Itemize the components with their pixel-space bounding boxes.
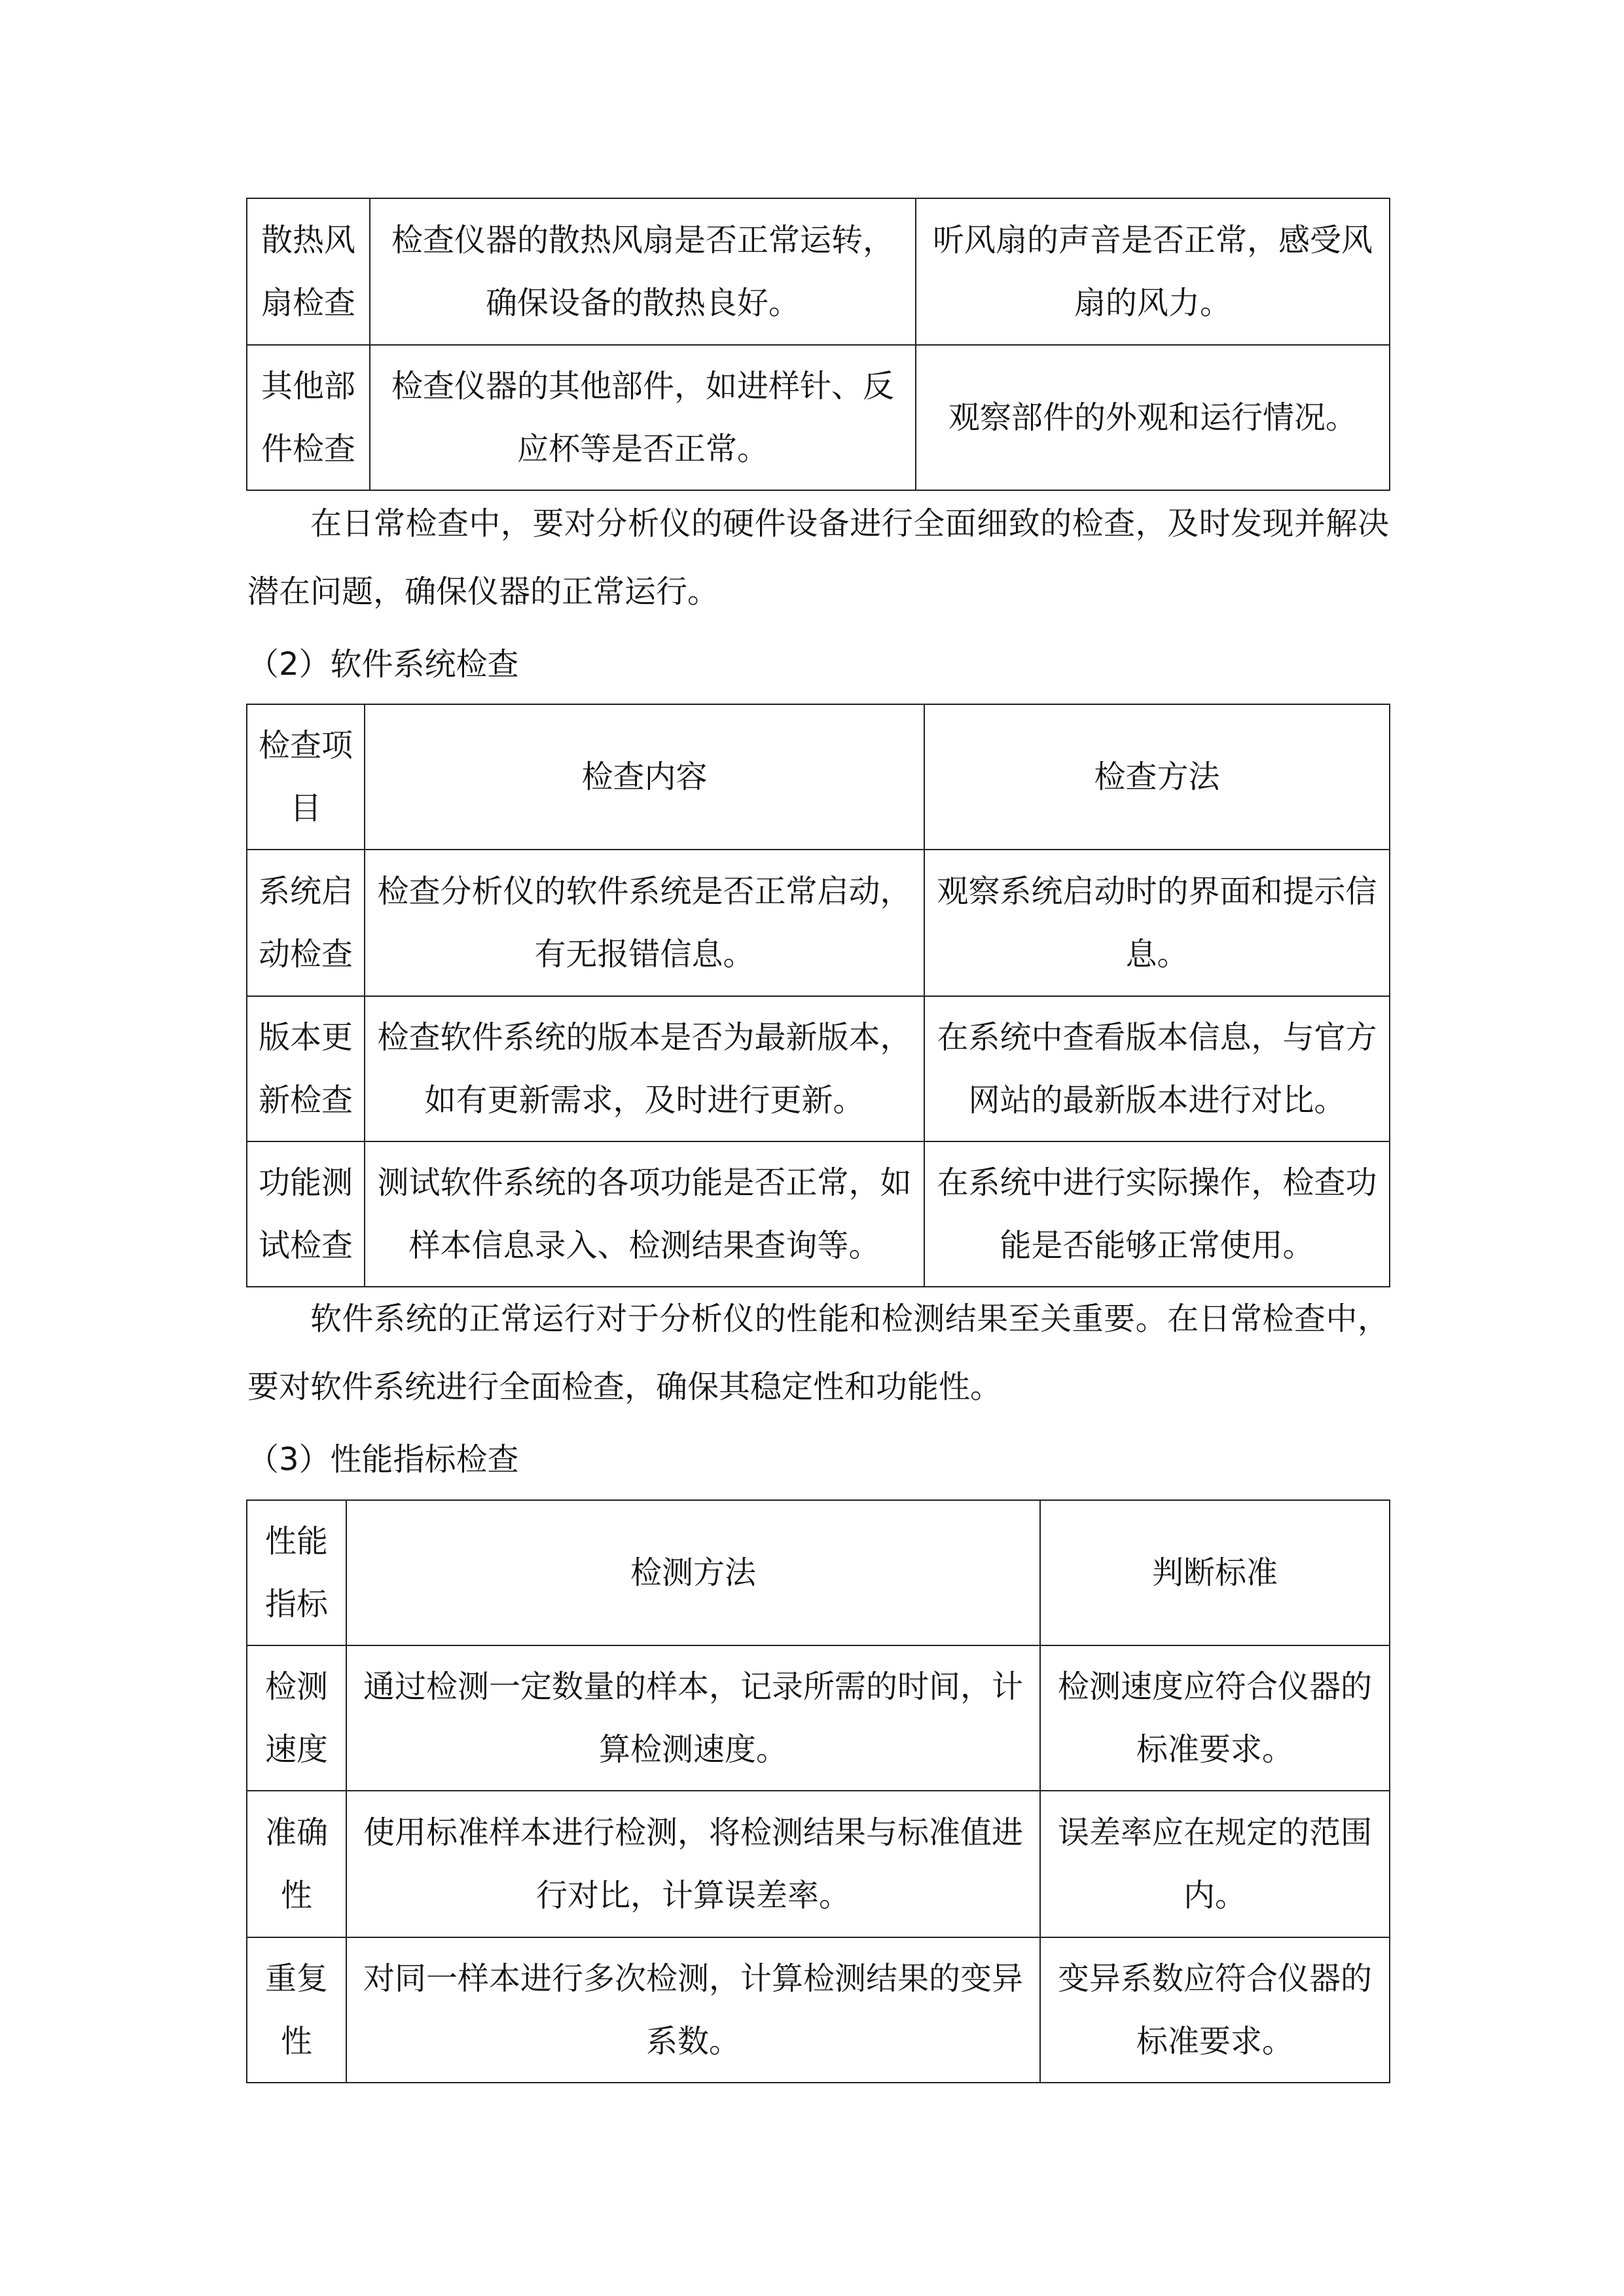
table-header-cell: 检测方法 bbox=[346, 1500, 1040, 1645]
table-header-cell: 检查内容 bbox=[365, 704, 924, 850]
table-row bbox=[247, 1937, 1390, 2083]
hardware-check-table bbox=[246, 198, 1390, 491]
table-cell: 在系统中查看版本信息，与官方网站的最新版本进行对比。 bbox=[924, 996, 1390, 1141]
table-cell: 散热风扇检查 bbox=[247, 198, 370, 345]
paragraph-hardware-summary: 在日常检查中，要对分析仪的硬件设备进行全面细致的检查，及时发现并解决潜在问题，确保仪器的正常运行。 bbox=[247, 505, 1389, 610]
table-row bbox=[247, 345, 1390, 490]
table-row bbox=[247, 1791, 1390, 1937]
performance-check-table bbox=[246, 1499, 1390, 2083]
table-header-row bbox=[247, 704, 1390, 850]
table-cell: 系统启动检查 bbox=[247, 850, 365, 996]
table-cell: 检查仪器的散热风扇是否正常运转，确保设备的散热良好。 bbox=[370, 198, 916, 345]
table-row bbox=[247, 996, 1390, 1141]
paragraph-software-summary: 软件系统的正常运行对于分析仪的性能和检测结果至关重要。在日常检查中，要对软件系统进行全面检查，确保其稳定性和功能性。 bbox=[247, 1300, 1389, 1405]
table-cell: 检查仪器的其他部件，如进样针、反应杯等是否正常。 bbox=[370, 345, 916, 490]
table-cell: 变异系数应符合仪器的标准要求。 bbox=[1040, 1937, 1390, 2083]
table-row bbox=[247, 1645, 1390, 1791]
table-cell: 检测速度应符合仪器的标准要求。 bbox=[1040, 1645, 1390, 1791]
table-header-cell: 性能指标 bbox=[247, 1500, 346, 1645]
software-check-table bbox=[246, 704, 1390, 1287]
table-row bbox=[247, 850, 1390, 996]
table-cell: 对同一样本进行多次检测，计算检测结果的变异系数。 bbox=[346, 1937, 1040, 2083]
section-title-software: （2）软件系统检查 bbox=[247, 646, 519, 683]
table-cell: 通过检测一定数量的样本，记录所需的时间，计算检测速度。 bbox=[346, 1645, 1040, 1791]
table-header-cell: 检查方法 bbox=[924, 704, 1390, 850]
table-cell: 准确性 bbox=[247, 1791, 346, 1937]
table-cell: 其他部件检查 bbox=[247, 345, 370, 490]
table-cell: 重复性 bbox=[247, 1937, 346, 2083]
table-cell: 版本更新检查 bbox=[247, 996, 365, 1141]
table-row bbox=[247, 1141, 1390, 1287]
table-cell: 观察系统启动时的界面和提示信息。 bbox=[924, 850, 1390, 996]
table-cell: 检查分析仪的软件系统是否正常启动，有无报错信息。 bbox=[365, 850, 924, 996]
table-header-cell: 检查项目 bbox=[247, 704, 365, 850]
section-title-performance: （3）性能指标检查 bbox=[247, 1441, 519, 1478]
table-cell: 测试软件系统的各项功能是否正常，如样本信息录入、检测结果查询等。 bbox=[365, 1141, 924, 1287]
table-cell: 观察部件的外观和运行情况。 bbox=[916, 345, 1390, 490]
table-cell: 功能测试检查 bbox=[247, 1141, 365, 1287]
table-cell: 使用标准样本进行检测，将检测结果与标准值进行对比，计算误差率。 bbox=[346, 1791, 1040, 1937]
table-header-row bbox=[247, 1500, 1390, 1645]
table-row bbox=[247, 198, 1390, 345]
table-cell: 误差率应在规定的范围内。 bbox=[1040, 1791, 1390, 1937]
table-cell: 在系统中进行实际操作，检查功能是否能够正常使用。 bbox=[924, 1141, 1390, 1287]
table-header-cell: 判断标准 bbox=[1040, 1500, 1390, 1645]
table-cell: 听风扇的声音是否正常，感受风扇的风力。 bbox=[916, 198, 1390, 345]
table-cell: 检测速度 bbox=[247, 1645, 346, 1791]
table-cell: 检查软件系统的版本是否为最新版本，如有更新需求，及时进行更新。 bbox=[365, 996, 924, 1141]
